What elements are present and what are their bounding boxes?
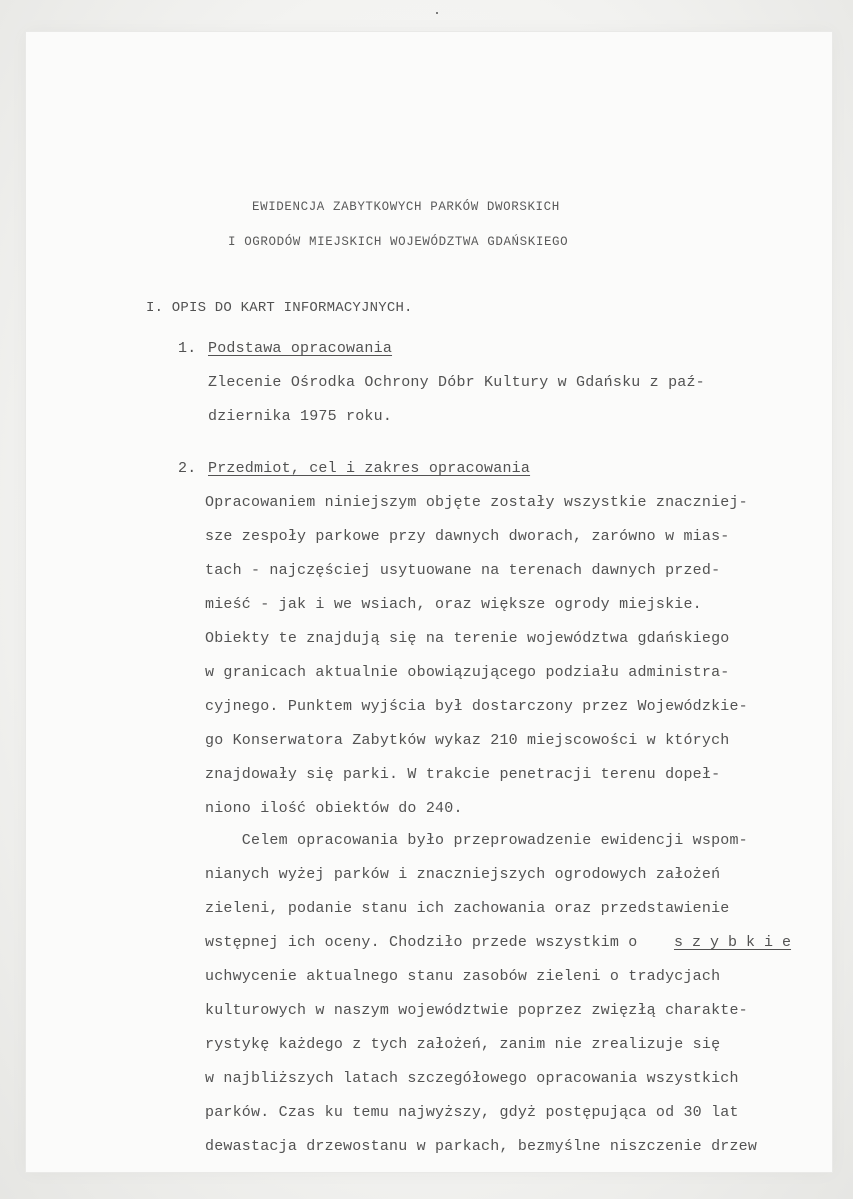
- item-2-line-8: go Konserwatora Zabytków wykaz 210 miejscowości w których: [205, 732, 730, 749]
- item-1-line-1: Zlecenie Ośrodka Ochrony Dóbr Kultury w Gdańsku z paź-: [208, 374, 705, 391]
- item-2-line-9: znajdowały się parki. W trakcie penetracji terenu dopeł-: [205, 766, 721, 783]
- paragraph-2-line-8: w najbliższych latach szczegółowego opracowania wszystkich: [205, 1070, 739, 1087]
- paragraph-2-line-2: nianych wyżej parków i znaczniejszych ogrodowych założeń: [205, 866, 721, 883]
- paragraph-2-line-7: rystykę każdego z tych założeń, zanim nie zrealizuje się: [205, 1036, 721, 1053]
- document-title-line-1: EWIDENCJA ZABYTKOWYCH PARKÓW DWORSKICH: [252, 200, 560, 214]
- item-2-heading: Przedmiot, cel i zakres opracowania: [208, 460, 531, 477]
- section-heading: I. OPIS DO KART INFORMACYJNYCH.: [146, 300, 413, 316]
- item-2-line-6: w granicach aktualnie obowiązującego podziału administra-: [205, 664, 730, 681]
- paragraph-2-line-4: wstępnej ich oceny. Chodziło przede wszystkim o: [205, 934, 647, 951]
- paragraph-2-line-6: kulturowych w naszym województwie poprzez zwięzłą charakte-: [205, 1002, 748, 1019]
- item-1-number: 1.: [178, 340, 197, 357]
- item-2-line-2: sze zespoły parkowe przy dawnych dworach, zarówno w mias-: [205, 528, 730, 545]
- item-2-line-3: tach - najczęściej usytuowane na terenach dawnych przed-: [205, 562, 721, 579]
- item-2-line-7: cyjnego. Punktem wyjścia był dostarczony przez Wojewódzkie-: [205, 698, 748, 715]
- item-2-line-10: niono ilość obiektów do 240.: [205, 800, 463, 817]
- paragraph-2-line-1: Celem opracowania było przeprowadzenie ewidencji wspom-: [205, 832, 748, 849]
- item-2-line-4: mieść - jak i we wsiach, oraz większe ogrody miejskie.: [205, 596, 702, 613]
- ink-dot-mark: [436, 12, 438, 14]
- paragraph-2-line-5: uchwycenie aktualnego stanu zasobów zieleni o tradycjach: [205, 968, 721, 985]
- paragraph-2-line-10: dewastacja drzewostanu w parkach, bezmyślne niszczenie drzew: [205, 1138, 758, 1155]
- item-1-line-2: dziernika 1975 roku.: [208, 408, 393, 425]
- item-1-heading: Podstawa opracowania: [208, 340, 393, 357]
- item-2-line-5: Obiekty te znajdują się na terenie województwa gdańskiego: [205, 630, 730, 647]
- document-title-line-2: I OGRODÓW MIEJSKICH WOJEWÓDZTWA GDAŃSKIEGO: [228, 235, 569, 249]
- item-2-line-1: Opracowaniem niniejszym objęte zostały wszystkie znaczniej-: [205, 494, 748, 511]
- spaced-emphasis-word: s z y b k i e: [674, 934, 792, 951]
- paragraph-2-line-3: zieleni, podanie stanu ich zachowania oraz przedstawienie: [205, 900, 730, 917]
- item-2-number: 2.: [178, 460, 197, 477]
- paragraph-2-line-9: parków. Czas ku temu najwyższy, gdyż postępująca od 30 lat: [205, 1104, 739, 1121]
